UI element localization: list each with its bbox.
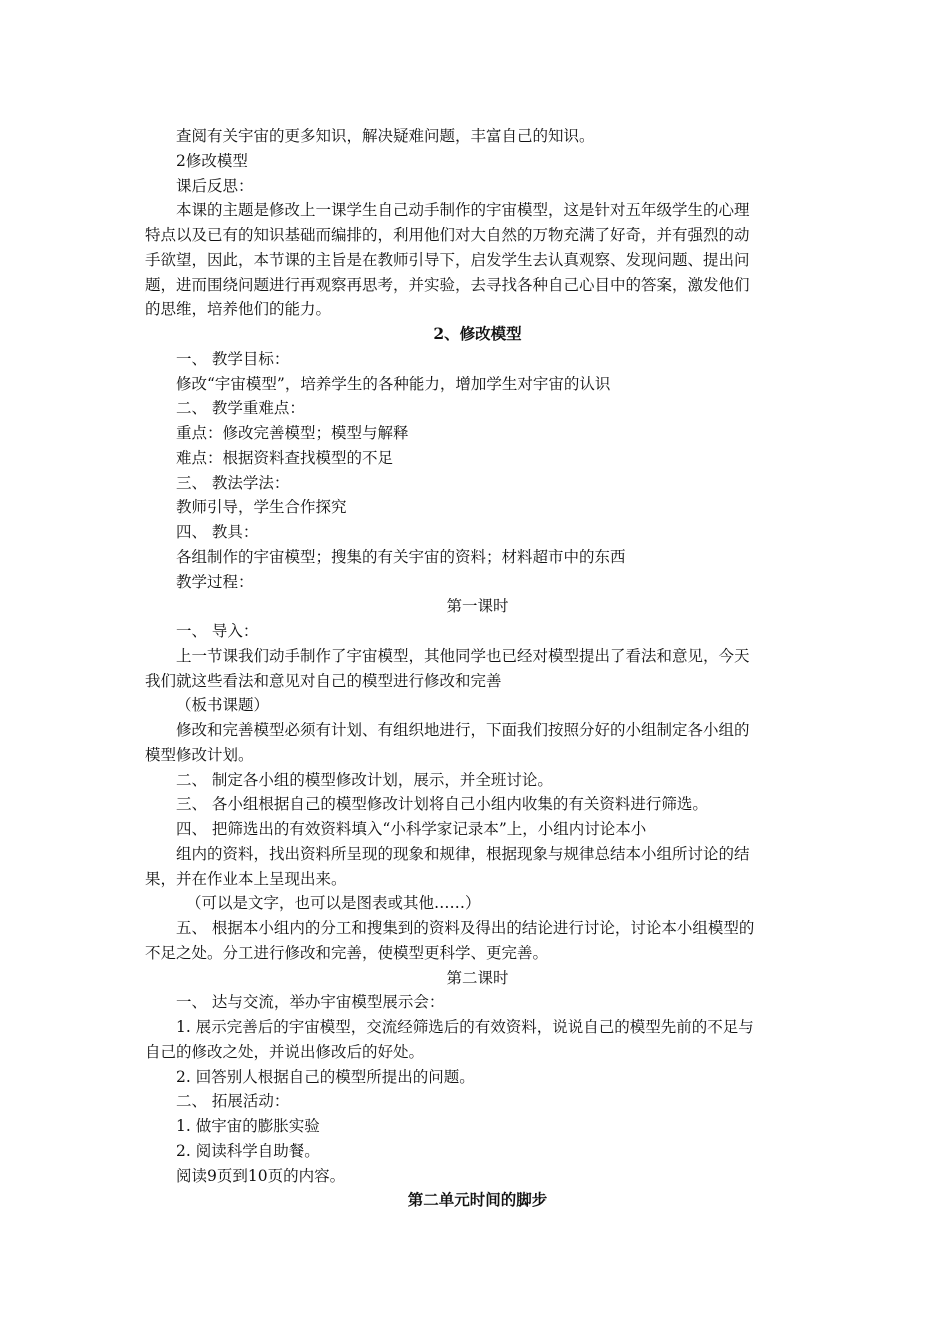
text-line: 修改“宇宙模型”，培养学生的各种能力，增加学生对宇宙的认识 (176, 374, 611, 393)
text-line: 手欲望，因此，本节课的主旨是在教师引导下，启发学生去认真观察、发现问题、提出问 (145, 250, 750, 269)
text-line: 本课的主题是修改上一课学生自己动手制作的宇宙模型，这是针对五年级学生的心理 (176, 201, 750, 220)
text-line: 课后反思： (176, 176, 254, 195)
text-line: 组内的资料，找出资料所呈现的现象和规律，根据现象与规律总结本小组所讨论的结 (176, 844, 750, 863)
text-line: 修改和完善模型必须有计划、有组织地进行，下面我们按照分好的小组制定各小组的 (176, 721, 750, 739)
text-line: 教学过程： (176, 572, 254, 591)
text-line: 阅读9页到10页的内容。 (176, 1166, 346, 1185)
text-line: （板书课题） (176, 696, 270, 715)
lesson-heading: 第二课时 (446, 968, 509, 987)
text-line: 特点以及已有的知识基础而编排的，利用他们对大自然的万物充满了好奇，并有强烈的动 (145, 226, 750, 244)
text-line: 二、 制定各小组的模型修改计划，展示，并全班讨论。 (176, 770, 553, 789)
text-line: 查阅有关宇宙的更多知识，解决疑难问题，丰富自己的知识。 (176, 127, 595, 145)
text-line: 不足之处。分工进行修改和完善，使模型更科学、更完善。 (145, 943, 549, 962)
text-line: 教师引导，学生合作探究 (176, 498, 347, 517)
text-line: 一、 教学目标： (176, 349, 290, 368)
text-line: 2. 回答别人根据自己的模型所提出的问题。 (176, 1067, 475, 1086)
text-line: 难点：根据资料查找模型的不足 (176, 448, 394, 467)
section-heading: 第二单元时间的脚步 (407, 1190, 548, 1210)
section-heading: 2、修改模型 (433, 324, 522, 343)
text-line: 五、 根据本小组内的分工和搜集到的资料及得出的结论进行讨论，讨论本小组模型的 (176, 919, 755, 937)
text-line: 二、 教学重难点： (176, 399, 305, 418)
text-line: 模型修改计划。 (145, 745, 254, 764)
text-line: 我们就这些看法和意见对自己的模型进行修改和完善 (145, 671, 502, 690)
text-line: 一、 达与交流，举办宇宙模型展示会： (176, 993, 445, 1012)
text-line: 各组制作的宇宙模型；搜集的有关宇宙的资料；材料超市中的东西 (176, 547, 626, 566)
text-line: 一、 导入： (176, 622, 259, 640)
text-line: 上一节课我们动手制作了宇宙模型，其他同学也已经对模型提出了看法和意见，今天 (176, 646, 750, 665)
text-line: 2. 阅读科学自助餐。 (176, 1141, 320, 1160)
text-line: 2修改模型 (176, 151, 248, 170)
text-line: 果，并在作业本上呈现出来。 (145, 869, 347, 888)
text-line: 的思维，培养他们的能力。 (145, 300, 332, 319)
text-line: 三、 教法学法： (176, 473, 290, 492)
text-line: 四、 把筛选出的有效资料填入“小科学家记录本”上，小组内讨论本小 (176, 820, 647, 838)
text-line: 题，进而围绕问题进行再观察再思考，并实验，去寻找各种自己心目中的答案，激发他们 (145, 275, 750, 294)
text-line: 二、 拓展活动： (176, 1092, 290, 1111)
text-line: 重点：修改完善模型；模型与解释 (176, 424, 409, 442)
lesson-heading: 第一课时 (446, 597, 509, 616)
text-line: （可以是文字，也可以是图表或其他……） (186, 894, 481, 913)
text-line: 四、 教具： (176, 523, 259, 541)
text-line: 自己的修改之处，并说出修改后的好处。 (145, 1042, 425, 1061)
text-line: 1. 展示完善后的宇宙模型，交流经筛选后的有效资料，说说自己的模型先前的不足与 (176, 1018, 754, 1036)
text-line: 三、 各小组根据自己的模型修改计划将自己小组内收集的有关资料进行筛选。 (176, 795, 708, 814)
text-line: 1. 做宇宙的膨胀实验 (176, 1117, 320, 1135)
